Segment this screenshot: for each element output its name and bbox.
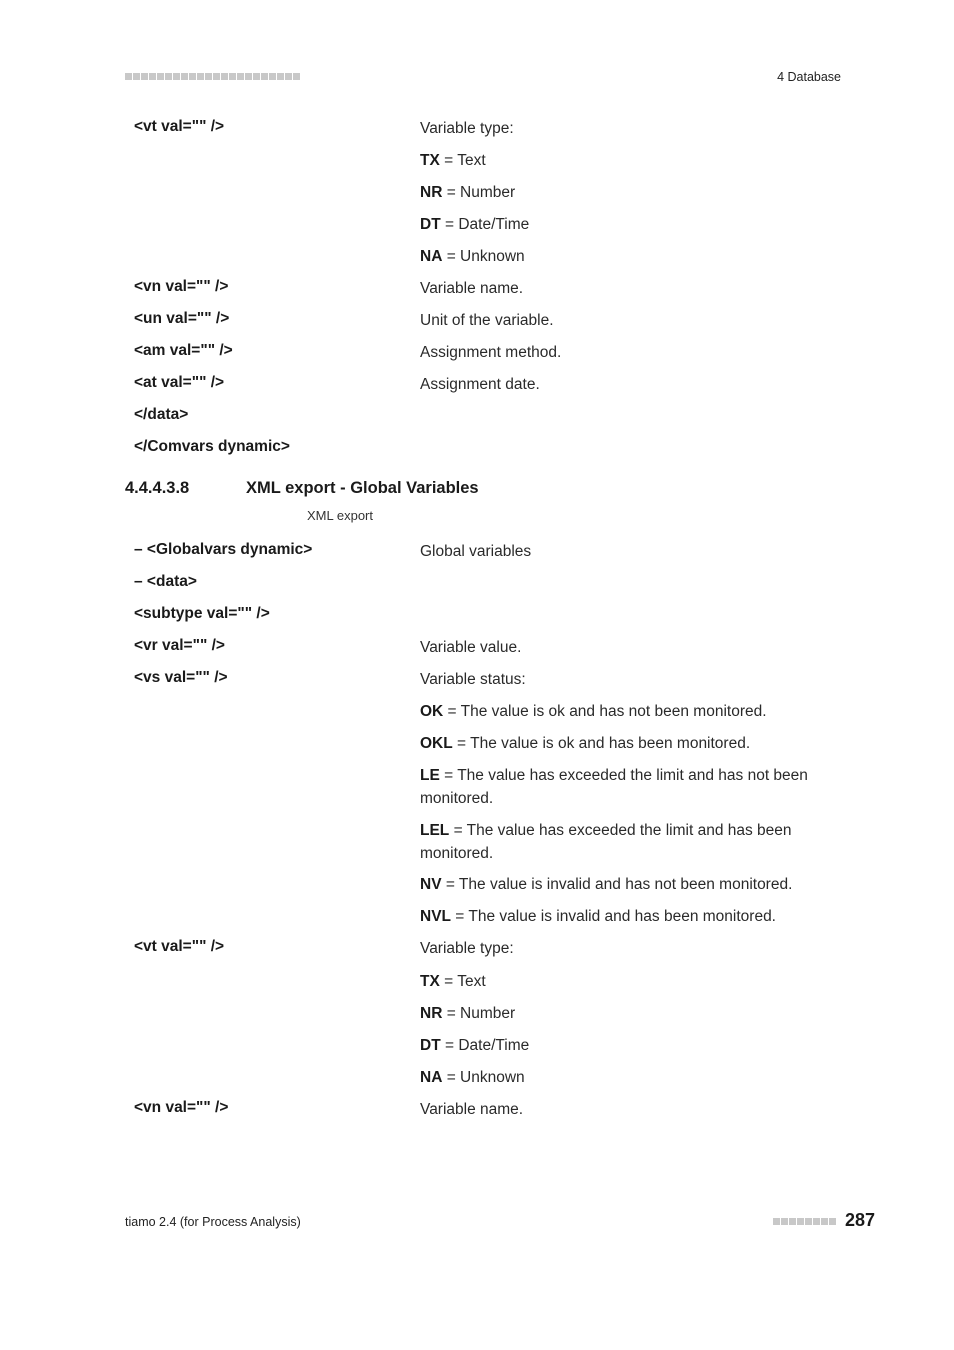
tag-description [420,540,840,563]
description-text: Variable name. [420,280,524,297]
chapter-title: 4 Database [777,70,841,84]
tag-description [420,277,840,300]
decor-square [205,73,212,80]
decor-square [829,1218,836,1225]
decor-square [805,1218,812,1225]
decor-square [229,73,236,80]
tag-description [420,117,840,140]
xml-tag: <vt val="" /> [134,118,225,135]
decor-square [141,73,148,80]
value-code: LEL [420,822,450,839]
description-text: Assignment date. [420,376,540,393]
tag-description [420,905,840,928]
value-code: DT [420,216,441,233]
description-text: = The value is invalid and has been monitored. [451,908,776,925]
header-decoration [125,73,300,80]
decor-square [773,1218,780,1225]
description-text: Variable type: [420,120,514,137]
value-code: OK [420,703,444,720]
value-code: TX [420,973,440,990]
section-subtitle: XML export [307,508,373,523]
tag-description [420,819,840,865]
decor-square [125,73,132,80]
section-title: XML export - Global Variables [246,479,479,497]
decor-square [269,73,276,80]
decor-square [149,73,156,80]
footer-product: tiamo 2.4 (for Process Analysis) [125,1215,301,1229]
tag-description [420,937,840,960]
decor-square [221,73,228,80]
decor-square [173,73,180,80]
section-number: 4.4.4.3.8 [125,479,190,497]
description-text: Unit of the variable. [420,312,554,329]
xml-tag: <am val="" /> [134,342,233,359]
tag-description [420,181,840,204]
decor-square [157,73,164,80]
tag-description [420,764,840,810]
tag-description [420,1098,840,1121]
description-text: = Unknown [442,1069,525,1086]
tag-description [420,373,840,396]
description-text: = Date/Time [440,216,530,233]
decor-square [813,1218,820,1225]
value-code: DT [420,1037,441,1054]
footer-decoration [773,1218,836,1225]
decor-square [181,73,188,80]
decor-square [213,73,220,80]
tag-description [420,700,840,723]
xml-tag: <vn val="" /> [134,1099,229,1116]
xml-tag: </data> [134,406,189,423]
description-text: = Unknown [442,248,525,265]
description-text: = Text [439,152,486,169]
value-code: OKL [420,735,453,752]
description-text: = Date/Time [440,1037,530,1054]
xml-tag: <subtype val="" /> [134,605,270,622]
tag-description [420,245,840,268]
description-text: = The value is ok and has not been monitored. [443,703,767,720]
description-text: = Text [439,973,486,990]
tag-description [420,149,840,172]
description-text: = The value has exceeded the limit and has not been monitored. [420,767,808,807]
value-code: NR [420,1005,443,1022]
tag-description [420,970,840,993]
decor-square [165,73,172,80]
xml-tag: <vn val="" /> [134,278,229,295]
xml-tag: <at val="" /> [134,374,225,391]
description-text: = Number [442,184,516,201]
page-number: 287 [845,1210,876,1230]
tag-description [420,732,840,755]
description-text: Variable status: [420,671,526,688]
value-code: NVL [420,908,451,925]
decor-square [285,73,292,80]
decor-square [293,73,300,80]
description-text: Variable value. [420,639,522,656]
decor-square [797,1218,804,1225]
decor-square [277,73,284,80]
description-text: = The value is ok and has been monitored. [452,735,751,752]
value-code: NA [420,248,443,265]
description-text: Assignment method. [420,344,562,361]
decor-square [821,1218,828,1225]
description-text: = The value is invalid and has not been monitored. [441,876,793,893]
xml-tag: <vs val="" /> [134,669,228,686]
tag-description [420,341,840,364]
description-text: = Number [442,1005,516,1022]
tag-description [420,873,840,896]
tag-description [420,668,840,691]
decor-square [197,73,204,80]
value-code: NV [420,876,442,893]
decor-square [253,73,260,80]
decor-square [789,1218,796,1225]
value-code: TX [420,152,440,169]
value-code: NR [420,184,443,201]
description-text: Variable name. [420,1101,524,1118]
decor-square [237,73,244,80]
xml-tag: <un val="" /> [134,310,230,327]
decor-square [261,73,268,80]
tag-description [420,1066,840,1089]
xml-tag: <vt val="" /> [134,938,225,955]
value-code: NA [420,1069,443,1086]
xml-tag: <vr val="" /> [134,637,225,654]
decor-square [133,73,140,80]
xml-tag: – <Globalvars dynamic> [134,541,313,558]
tag-description [420,636,840,659]
decor-square [189,73,196,80]
xml-tag: – <data> [134,573,197,590]
decor-square [245,73,252,80]
tag-description [420,213,840,236]
tag-description [420,1002,840,1025]
value-code: LE [420,767,440,784]
description-text: Global variables [420,543,532,560]
description-text: = The value has exceeded the limit and has been monitored. [420,822,792,862]
description-text: Variable type: [420,940,514,957]
decor-square [781,1218,788,1225]
tag-description [420,1034,840,1057]
tag-description [420,309,840,332]
xml-tag: </Comvars dynamic> [134,438,290,455]
